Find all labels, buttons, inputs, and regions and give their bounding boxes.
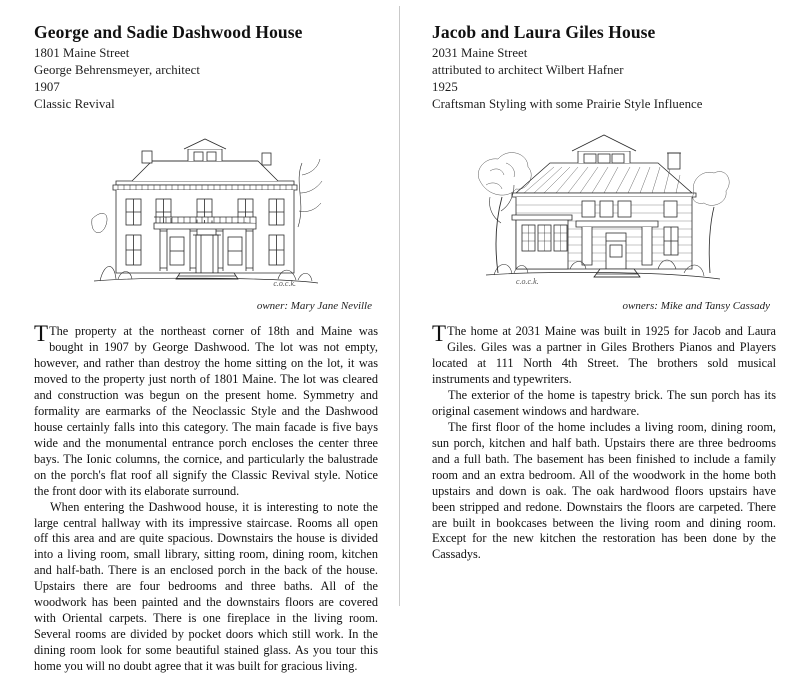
architect-giles: attributed to architect Wilbert Hafner bbox=[432, 63, 624, 78]
illustration-credit-dashwood: owner: Mary Jane Neville bbox=[256, 299, 372, 312]
year-giles: 1925 bbox=[432, 79, 458, 94]
paragraph-text: The home at 2031 Maine was built in 1925 for Jacob and Laura Giles. Giles was a partner in Giles Brothers Pianos and Players located at 111 North 4th Street. The brothers sold musical instruments and typewriters. bbox=[432, 323, 776, 386]
classic-revival-house-drawing bbox=[80, 123, 330, 298]
paragraph-text: The property at the northeast corner of 18th and Maine was bought in 1907 by George Dashwood. The lot was not empty, however, and rather than destroy the home sitting on the lot, it was moved to the property just north of 1801 Maine. The lot was cleared and construction was begun on the present home. Symmetry and formality are earmarks of the Neoclassic Style and the Dashwood house certainly falls into this category. The main facade is five bays wide and the monumental entrance porch encloses the center three bays. The Ionic columns, the cornice, and particularly the balustrade on the porch's flat roof all signify the Classic Revival style. Notice the front door with its elaborate surround. bbox=[34, 323, 378, 498]
paragraph: The exterior of the home is tapestry brick. The sun porch has its original casement windows and hardware. bbox=[432, 387, 776, 418]
column-divider bbox=[399, 6, 400, 606]
dropcap-letter: T bbox=[34, 320, 49, 346]
house-meta-giles bbox=[432, 45, 776, 113]
house-illustration-dashwood bbox=[80, 123, 330, 298]
page-title-dashwood: George and Sadie Dashwood House bbox=[34, 22, 303, 42]
paragraph: When entering the Dashwood house, it is interesting to note the large central hallway with its impressive staircase. Rooms all open off this area and are quite spacious. Downstairs the house is divided into a living room, small library, sitting room, dining room, kitchen and half-bath. There is an enclosed porch in the back of the house. Upstairs there are four bedrooms and three baths. All of the woodwork has been painted and the downstairs floors are covered with Oriental carpets. There is one fireplace in the living room. Several rooms are divided by pocket doors which still work. In the dining room look for some beautiful stained glass. As you tour this home you will no doubt agree that it was built for gracious living. bbox=[34, 499, 378, 674]
style-giles: Craftsman Styling with some Prairie Style Influence bbox=[432, 96, 703, 111]
page-title-giles: Jacob and Laura Giles House bbox=[432, 22, 656, 42]
artist-signature-dashwood: c.o.c.k. bbox=[273, 278, 296, 288]
article-giles bbox=[432, 22, 776, 563]
paragraph: The first floor of the home includes a living room, dining room, sun porch, kitchen and half bath. Upstairs there are three bedrooms and a full bath. The basement has been finished to include a family room and an extra bedroom. All of the woodwork in the home both upstairs and down is oak. The oak hardwood floors upstairs have been stripped and redone. Downstairs the floors are carpeted. There are built in bookcases between the living room and dining room. Except for the new kitchen the restoration has been done by the Cassadys. bbox=[432, 419, 776, 562]
artist-signature-giles: c.o.c.k. bbox=[516, 276, 539, 286]
dropcap-letter: T bbox=[432, 320, 447, 346]
article-dashwood bbox=[34, 22, 378, 675]
architect-dashwood: George Behrensmeyer, architect bbox=[34, 63, 200, 78]
year-dashwood: 1907 bbox=[34, 79, 60, 94]
paragraph bbox=[34, 320, 378, 500]
craftsman-house-drawing bbox=[472, 123, 732, 298]
house-illustration-giles bbox=[472, 123, 732, 298]
address-giles: 2031 Maine Street bbox=[432, 46, 528, 61]
house-meta-dashwood bbox=[34, 45, 378, 113]
style-dashwood: Classic Revival bbox=[34, 96, 115, 111]
article-body-dashwood bbox=[34, 320, 378, 675]
address-dashwood: 1801 Maine Street bbox=[34, 46, 130, 61]
article-body-giles bbox=[432, 320, 776, 564]
paragraph bbox=[432, 320, 776, 388]
illustration-credit-giles: owners: Mike and Tansy Cassady bbox=[622, 299, 770, 312]
